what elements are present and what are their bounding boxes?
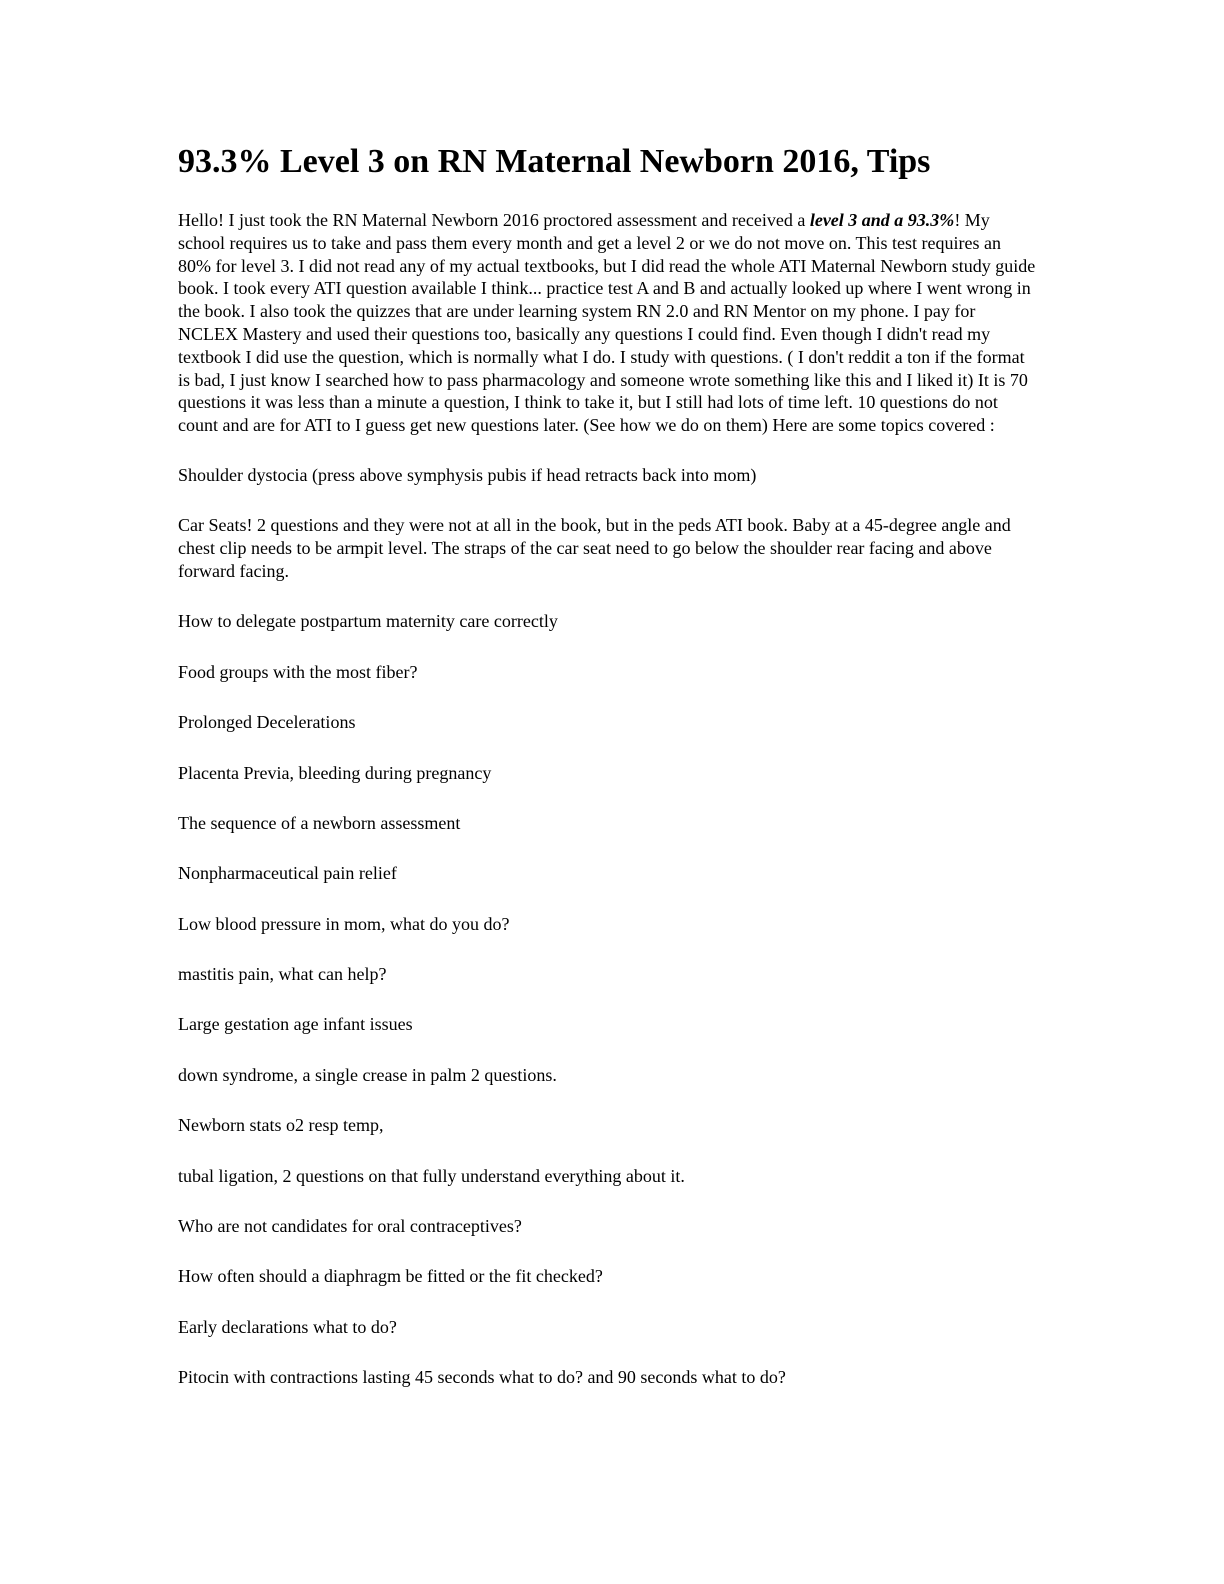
intro-text-end: ! My school requires us to take and pass them every month and get a level 2 or we do not move on. This test requires an 80% for level 3. I did not read any of my actual textbooks, but I did read the whole ATI Maternal Newborn study guide book. I took every ATI question available I think... practice test A and B and actually looked up where I went wrong in the book. I also took the quizzes that are under learning system RN 2.0 and RN Mentor on my phone. I pay for NCLEX Mastery and used their questions too, basically any questions I could find. Even though I didn't read my textbook I did use the question, which is normally what I do. I study with questions. ( I don't reddit a ton if the format is bad, I just know I searched how to pass pharmacology and someone wrote something like this and I liked it) It is 70 questions it was less than a minute a question, I think to take it, but I still had lots of time left. 10 questions do not count and are for ATI to I guess get new questions later. (See how we do on them) Here are some topics covered : [178, 210, 1036, 436]
topic-item: How to delegate postpartum maternity care correctly [178, 611, 558, 632]
topic-item: The sequence of a newborn assessment [178, 812, 461, 833]
topic-item: Placenta Previa, bleeding during pregnancy [178, 762, 492, 783]
intro-paragraph [178, 209, 1038, 437]
topic-item: Pitocin with contractions lasting 45 seconds what to do? and 90 seconds what to do? [178, 1367, 786, 1388]
topic-item: Large gestation age infant issues [178, 1014, 413, 1035]
topic-item: tubal ligation, 2 questions on that fully understand everything about it. [178, 1165, 685, 1186]
topic-item: Car Seats! 2 questions and they were not at all in the book, but in the peds ATI book. Baby at a 45-degree angle and chest clip needs to be armpit level. The straps of the car seat need to go below the shoulder rear facing and above forward facing. [178, 515, 1011, 581]
intro-text-start: Hello! I just took the RN Maternal Newborn 2016 proctored assessment and received a [178, 210, 810, 230]
topic-item: How often should a diaphragm be fitted or the fit checked? [178, 1266, 603, 1287]
topics-list [178, 464, 1038, 1389]
topic-item: Early declarations what to do? [178, 1316, 397, 1337]
topic-item: Shoulder dystocia (press above symphysis pubis if head retracts back into mom) [178, 464, 757, 485]
topic-item: Nonpharmaceutical pain relief [178, 863, 397, 884]
topic-item: Who are not candidates for oral contraceptives? [178, 1216, 522, 1237]
topic-item: Food groups with the most fiber? [178, 661, 418, 682]
topic-item: Low blood pressure in mom, what do you do? [178, 913, 510, 934]
document-page [178, 140, 1038, 1389]
document-title: 93.3% Level 3 on RN Maternal Newborn 2016, Tips [178, 143, 931, 180]
topic-item: Prolonged Decelerations [178, 712, 356, 733]
topic-item: down syndrome, a single crease in palm 2 questions. [178, 1064, 557, 1085]
intro-emphasis: level 3 and a 93.3% [809, 210, 955, 230]
topic-item: mastitis pain, what can help? [178, 964, 387, 985]
topic-item: Newborn stats o2 resp temp, [178, 1115, 384, 1136]
